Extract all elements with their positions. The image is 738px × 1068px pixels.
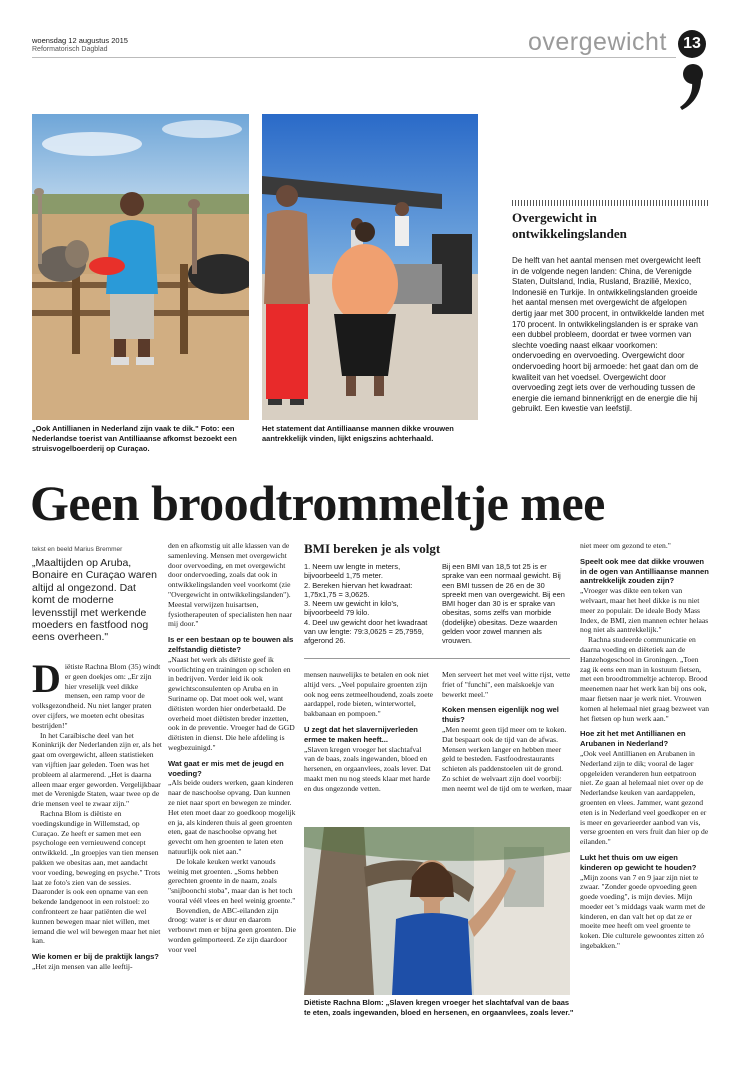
paragraph: Rachna Blom is diëtiste en voedingskundige in Willemstad, op Curaçao. Ze heeft er samen met een psychologe een vernieuwend concept ontwikkeld. „In groepjes van tien mensen pakken we obesitas aan, met aandacht voor voeding, beweging en psyche." Trots laat ze foto's zien van de sessies. Daaronder is ook een opname van een bekende landgenoot in een rolstoel: zo confronteert ze haar patiënten die wel kunnen bewegen maar niet willen, met iemand die wel wil bewegen maar het niet kan. <box>32 808 161 946</box>
photo-market-stage <box>262 114 478 420</box>
photo-ostrich-farm <box>32 114 249 420</box>
article-headline: Geen broodtrommeltje mee <box>30 475 605 531</box>
caption-ostrich-farm <box>32 424 252 454</box>
paragraph: „Mijn zoons van 7 en 9 jaar zijn niet te zwaar. "Zonder goede opvoeding geen goede voeding", is mijn devies. Mijn moeder eet 's middags vaak warm met de kinderen, en dan valt het op dat ze er moeite mee heeft om veel groente te koken. Die culturele gewoontes zitten zó ingebakken." <box>580 872 706 951</box>
paragraph: Rachna studeerde communicatie en daarna voeding en diëtetiek aan de Hanzehogeschool in Groningen. „Toen zag ik eens een man in kostuum fietsen, met een broodtrommeltje achterop. Brood meenemen naar het werk kan bij ons ook, maar fietsen naar je werk niet. Vrouwen komen al helemaal niet graag bezweet van het fietsen op hun werk aan." <box>580 635 710 723</box>
sidebar-body: De helft van het aantal mensen met overgewicht leeft in de volgende negen landen: China, de Verenigde Staten, Duitsland, India, Rusland, Brazilië, Mexico, Indonesië en Turkije. In ontwikkelingslanden groeide het aantal mensen met overgewicht de afgelopen dertig jaar met 300 procent, in ontwikkelde landen met 170 procent. In ontwikkelingslanden is er sprake van een dubbel probleem, doordat er twee vormen van slechte voeding naast elkaar voorkomen: ondervoeding en overvoeding. Overgewicht door ondervoeding hoort bij armoede: het gaat dan om de kwaliteit van het voedsel. Overgewicht door overvoeding zegt iets over de verhouding tussen de energie die iemand binnenkrijgt en de energie die hij gebruikt. Een kwestie van leefstijl. <box>512 256 705 414</box>
interview-question: Lukt het thuis om uw eigen kinderen op gewicht te houden? <box>580 852 697 872</box>
paragraph: „Ook veel Antillianen en Arubanen in Nederland zijn te dik; vooral de lager opgeleiden veranderen hun eetpatroon niet. Ze gaan al helemaal niet over op de Nederlandse keuken van aardappelen, groenten en vlees. Jammer, want gezond eten is in Nederland veel goedkoper en er is meer en gevarieerder aanbod van vis, verse groenten en vers fruit dan hier op de eilanden." <box>580 748 709 847</box>
photo-dietitian <box>304 827 570 995</box>
caption-dietitian <box>304 998 574 1018</box>
bmi-steps: 1. Neem uw lengte in meters, bijvoorbeeld 1,75 meter. 2. Bereken hiervan het kwadraat: 1,75x1,75 = 3,0625. 3. Neem uw gewicht in kilo's, bijvoorbeeld 79 kilo. 4. Deel uw gewicht door het kwadraat van uw lengte: 79:3,0625 = 25,7959, afgerond 26. <box>304 562 428 646</box>
paragraph: In het Caraïbische deel van het Koninkrijk der Nederlanden zijn er, als het gaat om overgewicht, alleen statistieken van vijftien jaar geleden. Toen was het probleem al alarmerend. „Het is daarna alleen maar erger geworden. Vergelijkbaar met de Verenigde Staten, waar twee op de drie mensen veel te zwaar zijn." <box>32 730 162 809</box>
paragraph: „Als beide ouders werken, gaan kinderen naar de naschoolse opvang. Dan kunnen ze niet naar sport en bewegen ze minder. Het eten moet daar zo goedkoop mogelijk en ja, als kinderen thuis al geen groenten eten, gaat de naschoolse opvang het gevecht om hen groenten te laten eten natuurlijk ook niet aan." <box>168 778 296 856</box>
article-column-1 <box>32 656 162 972</box>
paragraph: „Vroeger was dikte een teken van welvaart, maar het heel dikke is nu niet meer zo populair. De ideale Body Mass Index, de BMI, zien mannen echter helaas nog niet als aantrekkelijk." <box>580 586 709 635</box>
interview-question: Is er een bestaan op te bouwen als zelfstandig diëtiste? <box>168 635 294 654</box>
article-column-5 <box>580 541 710 951</box>
page-number-badge: 13 <box>678 30 706 58</box>
caption-text: Diëtiste Rachna Blom: „Slaven kregen vroeger het slachtafval van de baas te eten, zoals ingewanden, bloed en hersenen, en orgaanvlees, zoals lever." <box>304 998 574 1017</box>
issue-date: woensdag 12 augustus 2015 <box>32 36 128 45</box>
interview-question: Wat gaat er mis met de jeugd en voeding? <box>168 758 284 778</box>
article-intro: „Maaltijden op Aruba, Bonaire en Curaçao waren altijd al ongezond. Dat komt de moderne levensstijl met werkende moeders en fastfood nog eens overheen." <box>32 557 157 644</box>
drop-cap: D <box>32 656 61 701</box>
caption-text: Het statement dat Antilliaanse mannen dikke vrouwen aantrekkelijk vinden, lijkt enigszins achterhaald. <box>262 424 454 443</box>
header-rule <box>32 57 676 58</box>
bmi-box-rule <box>304 658 570 659</box>
paragraph: De lokale keuken werkt vanouds weinig met groenten. „Soms hebben gerechten groente in de naam, zoals "snijboonchi stoba", maar dan is het toch vooral véél vlees en heel weinig groente." <box>168 856 296 905</box>
paragraph: „Slaven kregen vroeger het slachtafval van de baas, zoals ingewanden, bloed en hersenen, en orgaanvlees, zoals lever. Dat maakt men nu nog steeds klaar met harde en dus ongezonde vetten. <box>304 744 431 793</box>
paragraph: den en afkomstig uit alle klassen van de samenleving. Mensen met overgewicht door overvoeding, en met overgewicht door ondervoeding, zoals dat ook in ontwikkelingslanden veel voorkomt (zie "Overgewicht in ontwikkelingslanden"). Meestal verwijzen huisartsen, fysiotherapeuten of specialisten hen naar mij door." <box>168 541 292 629</box>
sidebar-title: Overgewicht in ontwikkelingslanden <box>512 210 627 241</box>
paragraph: „Naast het werk als diëtiste geef ik voorlichting en trainingen op scholen en in bedrijven. Verder leid ik ook gewichtsconsulenten op Aruba en in Suriname op. Dat moet ook wel, want diëtisten worden hier onderbetaald. De overheid moet diëtisten breder inzetten, ook in de preventie. Vroeger had de GGD diëtisten in dienst. Die hele afdeling is wegbezuinigd." <box>168 654 295 752</box>
interview-question: Wie komen er bij de praktijk langs? <box>32 952 159 962</box>
author-credit: tekst en beeld Marius Bremmer <box>32 546 123 553</box>
article-column-3 <box>304 670 434 794</box>
interview-question: Speelt ook mee dat dikke vrouwen in de ogen van Antilliaanse mannen aantrekkelijk zouden zijn? <box>580 556 709 586</box>
caption-text: een Nederlandse toerist van Antilliaanse afkomst bezoekt een struisvogelboerderij op Curaçao. <box>32 424 237 453</box>
interview-question: U zegt dat het slavernijverleden ermee te maken heeft... <box>304 724 418 744</box>
interview-question: Hoe zit het met Antillianen en Arubanen in Nederland? <box>580 729 686 749</box>
paragraph: mensen nauwelijks te betalen en ook niet altijd vers. „Veel populaire groenten zijn ook nog eens zetmeelhoudend, zoals zoete aardappel, rode bieten, winterwortel, bakbanaan en pompoen." <box>304 670 434 719</box>
paragraph: „Het zijn mensen van alle leeftij- <box>32 961 133 971</box>
section-title: overgewicht <box>528 28 667 56</box>
caption-market-stage <box>262 424 487 444</box>
bmi-ranges: Bij een BMI van 18,5 tot 25 is er sprake van een normaal gewicht. Bij een BMI tussen de 26 en de 30 spreekt men van overgewicht. Bij een BMI hoger dan 30 is er sprake van obesitas, soms zelfs van morbide (dodelijke) obesitas. Deze waarden gelden voor zowel mannen als vrouwen. <box>442 562 565 646</box>
newspaper-name: Reformatorisch Dagblad <box>32 46 108 53</box>
paragraph: Men serveert het met veel witte rijst, vette friet of "funchi", een maïskoekje van bewerkt meel." <box>442 670 571 699</box>
bmi-box-title: BMI bereken je als volgt <box>304 541 441 556</box>
article-column-2 <box>168 541 298 955</box>
caption-quote: „Ook Antillianen in Nederland zijn vaak te dik." <box>32 424 199 433</box>
comma-logo-icon <box>676 62 706 112</box>
article-column-4 <box>442 670 572 794</box>
paragraph: niet meer om gezond te eten." <box>580 541 671 550</box>
paragraph: iëtiste Rachna Blom (35) windt er geen doekjes om: „Er zijn hier vreselijk veel dikke mensen, een ramp voor de volksgezondheid. Nu niet langer praten over cijfers, we moeten echt obesitas bestrijden!" <box>32 662 161 730</box>
interview-question: Koken mensen eigenlijk nog wel thuis? <box>442 705 559 725</box>
paragraph: Bovendien, de ABC-eilanden zijn droog: water is er duur en daarom verbouwt men er bijna geen groenten. Die worden geïmporteerd. Ze zijn daardoor voor veel <box>168 905 296 954</box>
sidebar-hatch-rule <box>512 200 708 206</box>
paragraph: „Men neemt geen tijd meer om te koken. Dat bespaart ook de tijd van de afwas. Mensen werken langer en hebben meer geld te besteden. Fastfoodrestaurants schieten als paddenstoelen uit de grond. Zo schiet de welvaart zijn doel voorbij: men neemt wel de tijd om te werken, maar <box>442 724 572 793</box>
caption-label: Foto: <box>200 424 220 433</box>
